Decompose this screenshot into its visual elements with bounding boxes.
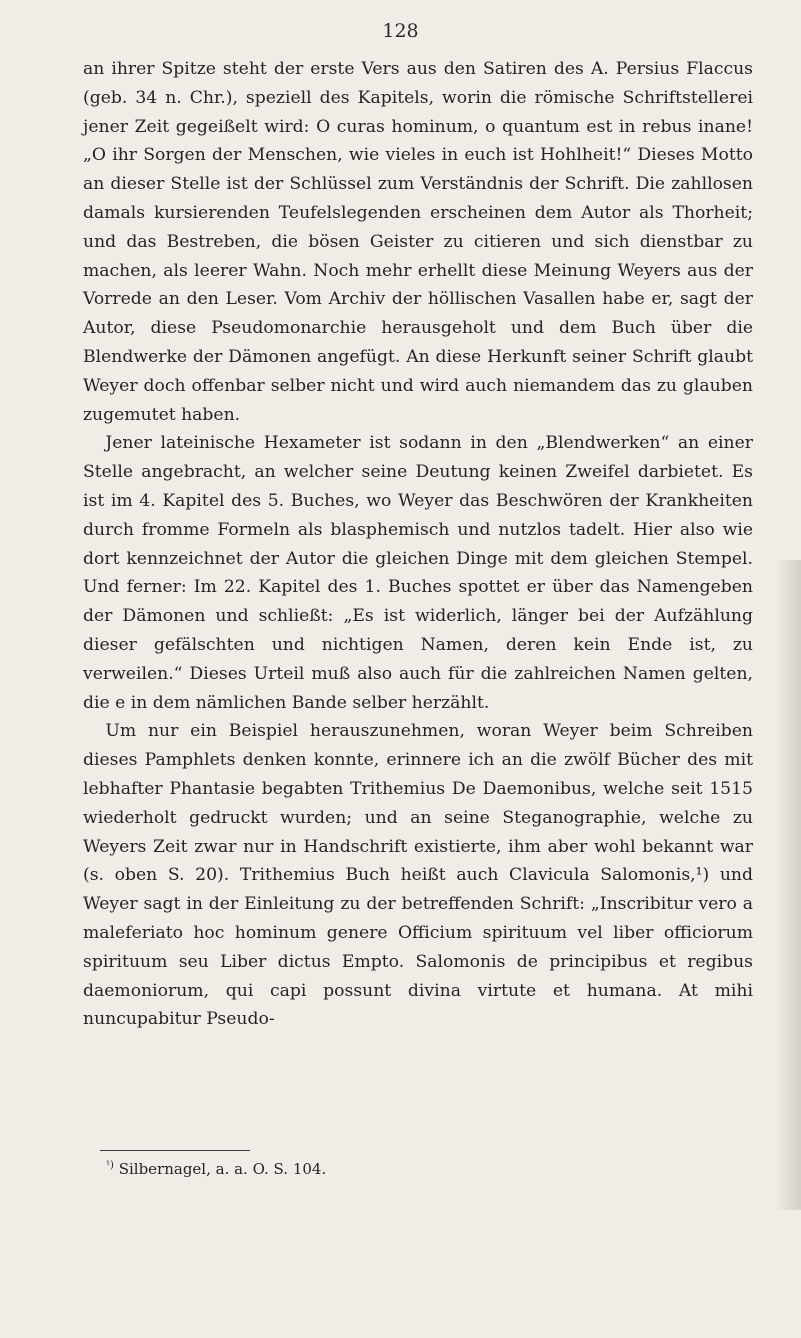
paragraph-2: Jener lateinische Hexameter ist sodann in den „Blendwerken“ an einer Stelle angebracht, an welcher seine Deutung keinen Zweifel darbietet. Es ist im 4. Kapitel des 5. Buches, wo Weyer das Beschwören der Krankheiten durch fromme Formeln als blasphemisch und nutzlos tadelt. Hier also wie dort kennzeichnet der Autor die gleichen Dinge mit dem gleichen Stempel. Und ferner: Im 22. Kapitel des 1. Buches spottet er über das Namengeben der Dämonen und schließt: „Es ist widerlich, länger bei der Aufzählung dieser gefälschten und nichtigen Namen, deren kein Ende ist, zu verweilen.“ Dieses Urteil muß also auch für die zahlreichen Namen gelten, die e in dem nämlichen Bande selber herzählt. bbox=[83, 433, 753, 713]
footnote-divider bbox=[100, 1150, 250, 1151]
footnote-marker: ¹) bbox=[106, 1160, 114, 1171]
page-edge-shadow bbox=[775, 560, 801, 1210]
footnote bbox=[106, 1156, 326, 1179]
page-number: 128 bbox=[382, 20, 419, 42]
paragraph-3: Um nur ein Beispiel herauszunehmen, woran Weyer beim Schreiben dieses Pamphlets denken konnte, erinnere ich an die zwölf Bücher des mit lebhafter Phantasie begabten Trithemius De Daemonibus, welche seit 1515 wiederholt gedruckt wurden; und an seine Steganographie, welche zu Weyers Zeit zwar nur in Handschrift existierte, ihm aber wohl bekannt war (s. oben S. 20). Trithemius Buch heißt auch Clavicula Salomonis,¹) und Weyer sagt in der Einleitung zu der betreffenden Schrift: „Inscribitur vero a maleferiato hoc hominum genere Officium spirituum vel liber officiorum spirituum seu Liber dictus Empto. Salomonis de principibus et regibus daemoniorum, qui capi possunt divina virtute et humana. At mihi nuncupabitur Pseudo- bbox=[83, 721, 753, 1030]
footnote-text: Silbernagel, a. a. O. S. 104. bbox=[118, 1160, 327, 1178]
body-text bbox=[83, 55, 753, 1034]
paragraph-1: an ihrer Spitze steht der erste Vers aus den Satiren des A. Persius Flaccus (geb. 34 n. Chr.), speziell des Kapitels, worin die römische Schriftstellerei jener Zeit gegeißelt wird: O curas hominum, o quantum est in rebus inane! „O ihr Sorgen der Menschen, wie vieles in euch ist Hohlheit!“ Dieses Motto an dieser Stelle ist der Schlüssel zum Verständnis der Schrift. Die zahllosen damals kursierenden Teufelslegenden erscheinen dem Autor als Thorheit; und das Bestreben, die bösen Geister zu citieren und sich dienstbar zu machen, als leerer Wahn. Noch mehr erhellt diese Meinung Weyers aus der Vorrede an den Leser. Vom Archiv der höllischen Vasallen habe er, sagt der Autor, diese Pseudomonarchie herausgeholt und dem Buch über die Blendwerke der Dämonen angefügt. An diese Herkunft seiner Schrift glaubt Weyer doch offenbar selber nicht und wird auch niemandem das zu glauben zugemutet haben. bbox=[83, 59, 753, 425]
